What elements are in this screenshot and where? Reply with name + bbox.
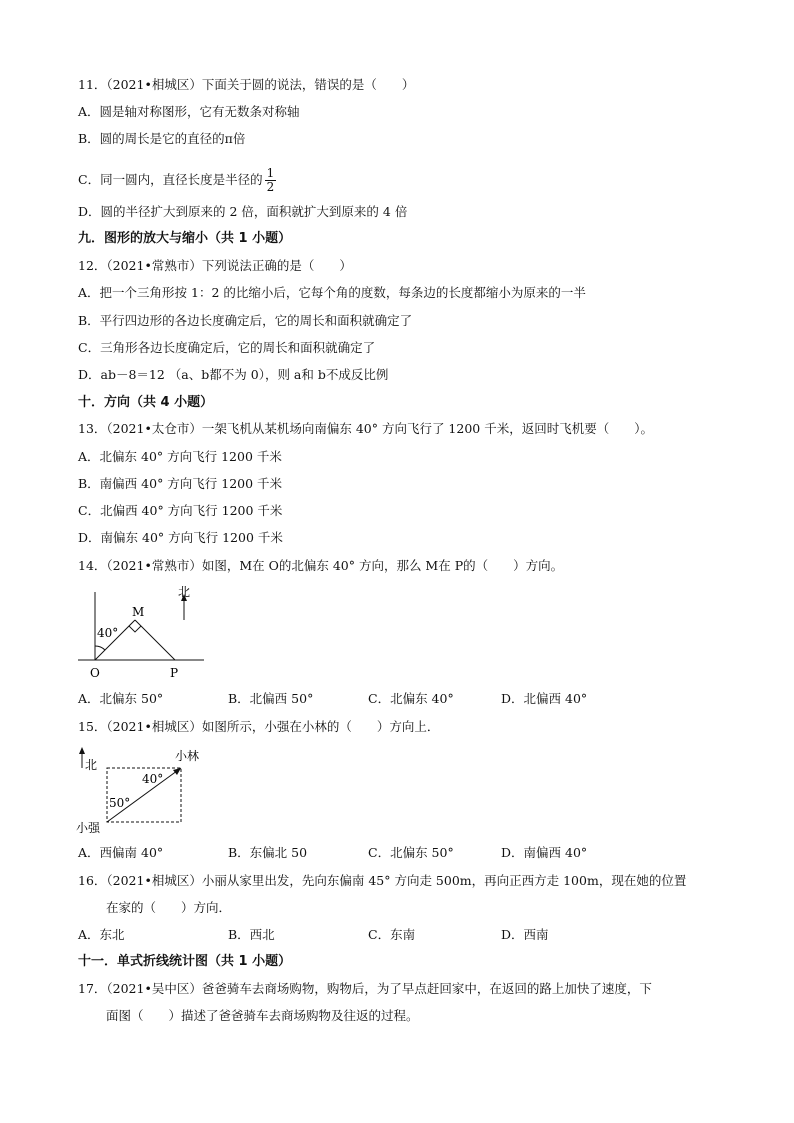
q14-figure bbox=[76, 582, 208, 682]
q15-arrow-head-icon bbox=[173, 768, 181, 775]
q12-stem: 12．（2021•常熟市）下列说法正确的是（ ） bbox=[78, 258, 352, 273]
q16-option-c: C．东南 bbox=[368, 927, 416, 942]
q14-stem: 14．（2021•常熟市）如图，M在 O的北偏东 40° 方向，那么 M在 P的（ ）方向。 bbox=[78, 558, 564, 573]
q14-option-d: D．北偏西 40° bbox=[501, 691, 588, 706]
q15-angle-40: 40° bbox=[142, 772, 164, 786]
q15-label-xiaolin: 小林 bbox=[175, 749, 200, 763]
q11-option-c-text: C．同一圆内，直径长度是半径的 bbox=[78, 172, 263, 187]
q15-stem: 15．（2021•相城区）如图所示，小强在小林的（ ）方向上． bbox=[78, 719, 440, 734]
q16-option-b: B．西北 bbox=[228, 927, 275, 942]
q12-option-d: D．ab－8＝12 （a、b都不为 0），则 a和 b不成反比例 bbox=[78, 367, 389, 382]
section-heading-10: 十．方向（共 4 小题） bbox=[78, 395, 214, 410]
fraction-numerator: 1 bbox=[266, 166, 275, 180]
q14-north-label: 北 bbox=[178, 585, 191, 599]
q14-label-m: M bbox=[132, 605, 145, 619]
q17-stem-line1: 17．（2021•吴中区）爸爸骑车去商场购物，购物后，为了早点赶回家中，在返回的路上加快了速度，下 bbox=[78, 981, 652, 996]
q14-option-b: B．北偏西 50° bbox=[228, 691, 314, 706]
q16-stem-line2: 在家的（ ）方向． bbox=[106, 900, 232, 915]
q16-option-a: A．东北 bbox=[78, 927, 125, 942]
q13-option-b: B．南偏西 40° 方向飞行 1200 千米 bbox=[78, 476, 283, 491]
q13-option-a: A．北偏东 40° 方向飞行 1200 千米 bbox=[78, 449, 282, 464]
q13-option-d: D．南偏东 40° 方向飞行 1200 千米 bbox=[78, 530, 283, 545]
q14-angle-label: 40° bbox=[97, 626, 119, 640]
q15-option-a: A．西偏南 40° bbox=[78, 845, 164, 860]
q14-angle-arc bbox=[95, 646, 105, 650]
q11-option-b: B．圆的周长是它的直径的π倍 bbox=[78, 131, 246, 146]
north-arrow-icon bbox=[79, 747, 85, 754]
q11-option-a: A．圆是轴对称图形，它有无数条对称轴 bbox=[78, 104, 300, 119]
fraction-one-half bbox=[265, 167, 277, 194]
q14-label-p: P bbox=[170, 666, 179, 680]
q12-option-a: A．把一个三角形按 1：2 的比缩小后，它每个角的度数，每条边的长度都缩小为原来的一半 bbox=[78, 285, 586, 300]
q11-option-d: D．圆的半径扩大到原来的 2 倍，面积就扩大到原来的 4 倍 bbox=[78, 204, 408, 219]
q14-label-o: O bbox=[90, 666, 100, 680]
q15-figure bbox=[74, 744, 210, 836]
q14-option-a: A．北偏东 50° bbox=[78, 691, 164, 706]
q13-option-c: C．北偏西 40° 方向飞行 1200 千米 bbox=[78, 503, 283, 518]
q12-option-c: C．三角形各边长度确定后，它的周长和面积就确定了 bbox=[78, 340, 376, 355]
q12-option-b: B．平行四边形的各边长度确定后，它的周长和面积就确定了 bbox=[78, 313, 413, 328]
q11-stem: 11．（2021•相城区）下面关于圆的说法，错误的是（ ） bbox=[78, 77, 415, 92]
q13-stem: 13．（2021•太仓市）一架飞机从某机场向南偏东 40° 方向飞行了 1200 千米，返回时飞机要（ ）。 bbox=[78, 421, 653, 436]
q16-stem-line1: 16．（2021•相城区）小丽从家里出发，先向东偏南 45° 方向走 500m，再向正西方走 100m，现在她的位置 bbox=[78, 873, 687, 888]
section-heading-9: 九．图形的放大与缩小（共 1 小题） bbox=[78, 231, 292, 246]
section-heading-11: 十一．单式折线统计图（共 1 小题） bbox=[78, 954, 292, 969]
q14-right-angle-mark bbox=[129, 626, 141, 632]
q15-angle-50: 50° bbox=[109, 796, 131, 810]
fraction-denominator: 2 bbox=[266, 180, 275, 194]
q15-option-d: D．南偏西 40° bbox=[501, 845, 588, 860]
q17-stem-line2: 面图（ ）描述了爸爸骑车去商场购物及往返的过程。 bbox=[106, 1008, 419, 1023]
q11-option-c bbox=[78, 167, 276, 194]
q15-option-b: B．东偏北 50 bbox=[228, 845, 308, 860]
q15-label-xiaoqiang: 小强 bbox=[76, 821, 101, 835]
q15-option-c: C．北偏东 50° bbox=[368, 845, 454, 860]
q16-option-d: D．西南 bbox=[501, 927, 549, 942]
q14-option-c: C．北偏东 40° bbox=[368, 691, 454, 706]
q15-north-label: 北 bbox=[85, 758, 98, 772]
